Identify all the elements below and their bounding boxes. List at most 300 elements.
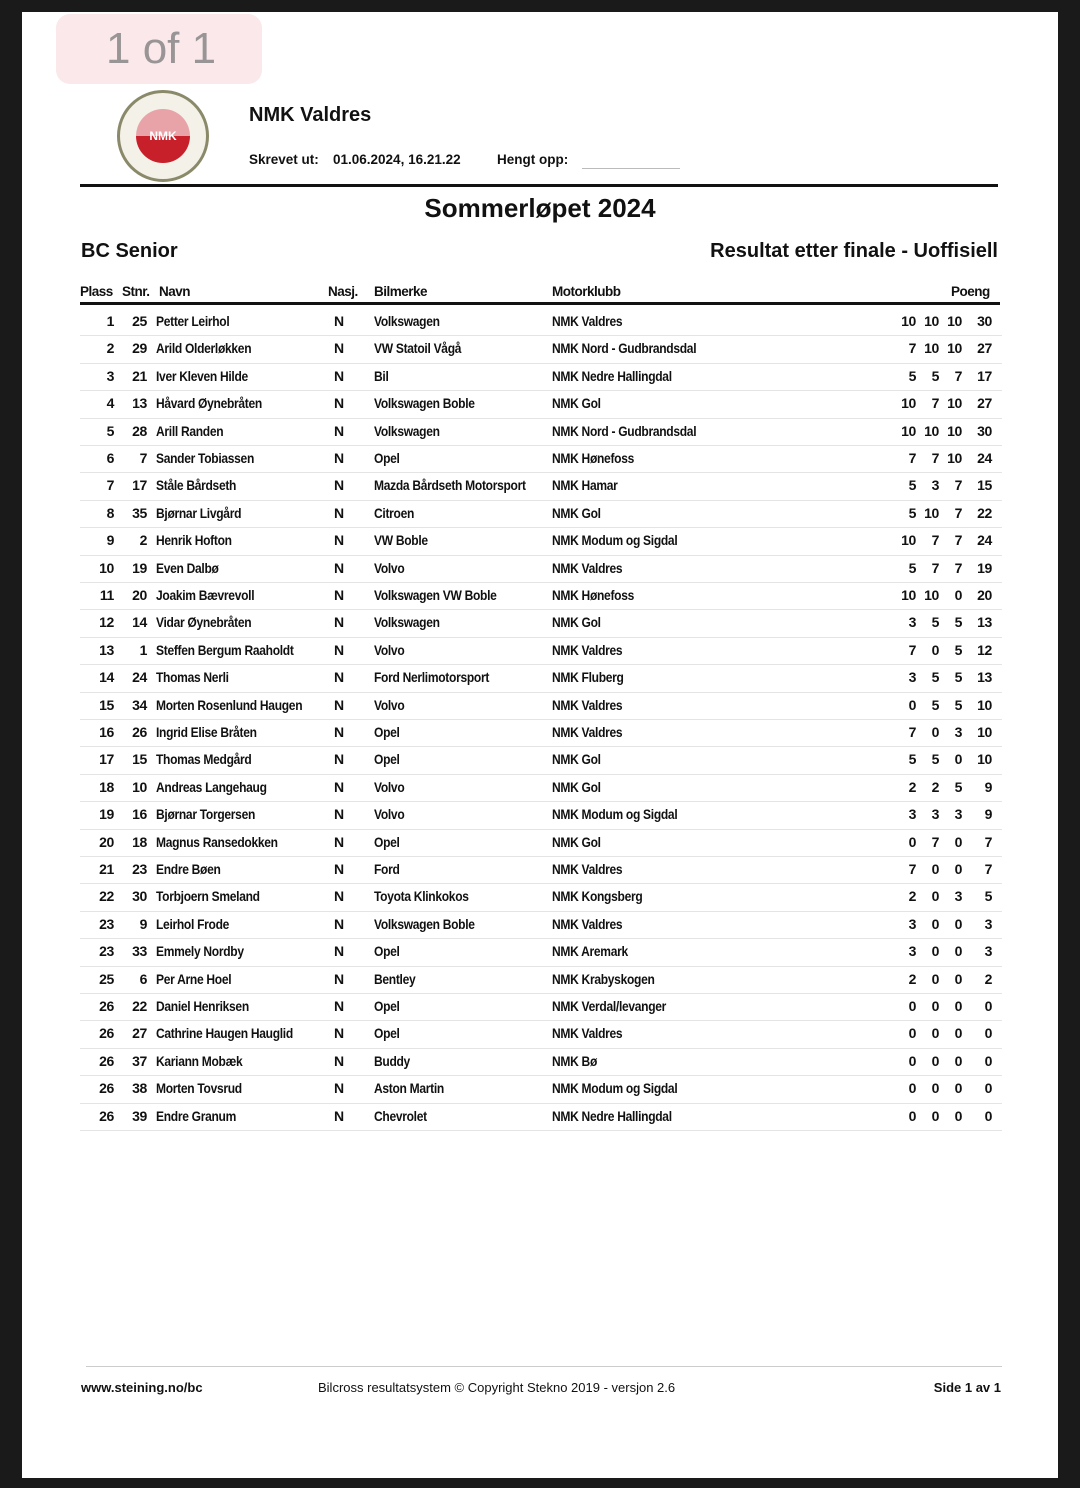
cell-navn: Iver Kleven Hilde [156, 367, 248, 384]
cell-heat-3: 5 [954, 669, 962, 686]
cell-motorklubb: NMK Valdres [552, 641, 623, 658]
table-row [80, 555, 1002, 583]
cell-heat-2: 7 [931, 532, 939, 549]
cell-bilmerke: Volkswagen [374, 313, 440, 329]
cell-motorklubb: NMK Nedre Hallingdal [552, 1107, 672, 1124]
cell-nasj: N [334, 614, 344, 631]
club-name: NMK Valdres [249, 104, 372, 126]
table-row [80, 1075, 1002, 1103]
cell-nasj: N [334, 367, 344, 384]
cell-plass: 2 [106, 340, 114, 357]
cell-heat-2: 0 [931, 998, 939, 1014]
cell-stnr: 20 [132, 587, 147, 603]
cell-bilmerke: Ford [374, 861, 400, 877]
nmk-logo [117, 90, 209, 182]
footer-page: Side 1 av 1 [933, 1380, 1001, 1395]
cell-stnr: 21 [132, 367, 147, 384]
cell-stnr: 27 [132, 1025, 147, 1042]
cell-plass: 26 [99, 1080, 114, 1097]
cell-motorklubb: NMK Modum og Sigdal [552, 532, 678, 549]
cell-stnr: 38 [132, 1080, 147, 1097]
cell-total-poeng: 10 [977, 724, 992, 740]
cell-bilmerke: Volkswagen VW Boble [374, 587, 497, 603]
cell-heat-3: 3 [954, 806, 962, 823]
table-row [80, 938, 1002, 966]
cell-bilmerke: Buddy [374, 1052, 410, 1069]
cell-nasj: N [334, 751, 344, 768]
cell-heat-1: 7 [908, 724, 916, 740]
cell-heat-1: 0 [908, 1052, 916, 1069]
cell-heat-3: 10 [947, 450, 962, 466]
cell-heat-1: 0 [908, 1025, 916, 1042]
cell-heat-3: 3 [954, 888, 962, 905]
cell-heat-3: 5 [954, 778, 962, 795]
cell-bilmerke: Aston Martin [374, 1080, 444, 1097]
cell-nasj: N [334, 724, 344, 740]
cell-heat-2: 5 [931, 669, 939, 686]
cell-bilmerke: Volkswagen [374, 422, 440, 439]
cell-heat-2: 0 [931, 1052, 939, 1069]
cell-heat-3: 0 [954, 587, 962, 603]
cell-plass: 10 [99, 559, 114, 576]
cell-heat-2: 7 [931, 395, 939, 412]
cell-heat-3: 7 [954, 532, 962, 549]
cell-stnr: 17 [132, 477, 147, 494]
cell-motorklubb: NMK Gol [552, 395, 601, 412]
cell-heat-2: 7 [931, 559, 939, 576]
cell-total-poeng: 10 [977, 751, 992, 768]
cell-plass: 5 [106, 422, 114, 439]
cell-navn: Håvard Øynebråten [156, 395, 262, 412]
cell-bilmerke: Toyota Klinkokos [374, 888, 469, 905]
cell-heat-1: 0 [908, 696, 916, 713]
cell-navn: Joakim Bævrevoll [156, 587, 255, 603]
cell-total-poeng: 0 [984, 1052, 992, 1069]
cell-navn: Ståle Bårdseth [156, 477, 237, 494]
cell-nasj: N [334, 559, 344, 576]
cell-heat-3: 0 [954, 1107, 962, 1124]
cell-navn: Per Arne Hoel [156, 970, 232, 987]
cell-plass: 8 [106, 504, 114, 521]
cell-plass: 1 [106, 313, 114, 329]
cell-plass: 11 [99, 587, 114, 603]
cell-motorklubb: NMK Bø [552, 1052, 598, 1069]
cell-heat-2: 0 [931, 943, 939, 960]
table-row [80, 527, 1002, 555]
cell-bilmerke: Bil [374, 367, 389, 384]
table-row [80, 308, 1002, 336]
cell-stnr: 30 [132, 888, 147, 905]
cell-heat-3: 10 [947, 340, 962, 357]
printed-label: Skrevet ut: [249, 152, 319, 167]
cell-heat-1: 3 [908, 915, 916, 932]
cell-total-poeng: 27 [977, 395, 992, 412]
cell-bilmerke: Chevrolet [374, 1107, 427, 1124]
cell-total-poeng: 2 [984, 970, 992, 987]
cell-stnr: 34 [132, 696, 147, 713]
cell-stnr: 13 [132, 395, 147, 412]
cell-motorklubb: NMK Gol [552, 751, 601, 768]
cell-motorklubb: NMK Aremark [552, 943, 628, 960]
cell-stnr: 18 [132, 833, 147, 850]
cell-nasj: N [334, 1080, 344, 1097]
table-row [80, 609, 1002, 637]
cell-bilmerke: Bentley [374, 970, 416, 987]
cell-stnr: 25 [132, 313, 147, 329]
cell-motorklubb: NMK Gol [552, 833, 601, 850]
cell-plass: 12 [99, 614, 114, 631]
page-indicator: 1 of 1 [56, 14, 262, 84]
cell-heat-1: 10 [901, 395, 916, 412]
cell-stnr: 14 [132, 614, 147, 631]
cell-motorklubb: NMK Valdres [552, 313, 623, 329]
cell-total-poeng: 12 [977, 641, 992, 658]
table-row [80, 664, 1002, 692]
cell-total-poeng: 27 [977, 340, 992, 357]
cell-navn: Daniel Henriksen [156, 998, 249, 1014]
posted-label: Hengt opp: [497, 152, 569, 167]
cell-bilmerke: Opel [374, 833, 400, 850]
cell-heat-2: 5 [931, 614, 939, 631]
result-status: Resultat etter finale - Uoffisiell [710, 240, 998, 262]
cell-stnr: 23 [132, 861, 147, 877]
cell-heat-1: 5 [908, 367, 916, 384]
cell-plass: 26 [99, 998, 114, 1014]
cell-motorklubb: NMK Modum og Sigdal [552, 806, 678, 823]
cell-total-poeng: 30 [977, 313, 992, 329]
cell-total-poeng: 24 [977, 532, 992, 549]
cell-navn: Endre Bøen [156, 861, 221, 877]
table-row [80, 856, 1002, 884]
cell-stnr: 37 [132, 1052, 147, 1069]
cell-heat-3: 7 [954, 367, 962, 384]
cell-stnr: 33 [132, 943, 147, 960]
col-bilmerke: Bilmerke [374, 284, 428, 299]
cell-plass: 22 [99, 888, 114, 905]
cell-motorklubb: NMK Hamar [552, 477, 618, 494]
results-document [22, 12, 1058, 1478]
cell-stnr: 22 [132, 998, 147, 1014]
table-row [80, 993, 1002, 1021]
cell-navn: Sander Tobiassen [156, 450, 255, 466]
cell-heat-1: 7 [908, 861, 916, 877]
cell-total-poeng: 3 [984, 943, 992, 960]
cell-navn: Cathrine Haugen Hauglid [156, 1025, 293, 1042]
cell-heat-1: 7 [908, 641, 916, 658]
cell-stnr: 6 [139, 970, 147, 987]
cell-bilmerke: Volvo [374, 696, 405, 713]
cell-nasj: N [334, 833, 344, 850]
cell-motorklubb: NMK Nord - Gudbrandsdal [552, 422, 697, 439]
cell-nasj: N [334, 778, 344, 795]
cell-stnr: 2 [139, 532, 147, 549]
col-nasj: Nasj. [328, 284, 358, 299]
col-motorklubb: Motorklubb [552, 284, 621, 299]
table-row [80, 692, 1002, 720]
cell-heat-1: 7 [908, 450, 916, 466]
cell-plass: 26 [99, 1052, 114, 1069]
cell-navn: Emmely Nordby [156, 943, 244, 960]
cell-total-poeng: 0 [984, 1025, 992, 1042]
cell-heat-1: 2 [908, 888, 916, 905]
cell-heat-2: 3 [931, 806, 939, 823]
cell-navn: Thomas Nerli [156, 669, 229, 686]
cell-motorklubb: NMK Valdres [552, 915, 623, 932]
cell-nasj: N [334, 313, 344, 329]
cell-nasj: N [334, 970, 344, 987]
cell-heat-3: 0 [954, 998, 962, 1014]
footer-divider [86, 1366, 1002, 1367]
cell-heat-1: 10 [901, 313, 916, 329]
table-row [80, 774, 1002, 802]
logo-text: NMK [149, 129, 177, 143]
cell-nasj: N [334, 861, 344, 877]
cell-total-poeng: 13 [977, 614, 992, 631]
table-row [80, 390, 1002, 418]
cell-heat-3: 0 [954, 751, 962, 768]
cell-heat-1: 2 [908, 778, 916, 795]
cell-heat-3: 10 [947, 422, 962, 439]
cell-navn: Endre Granum [156, 1107, 237, 1124]
cell-motorklubb: NMK Gol [552, 614, 601, 631]
cell-heat-3: 0 [954, 833, 962, 850]
cell-total-poeng: 9 [984, 806, 992, 823]
cell-total-poeng: 0 [984, 998, 992, 1014]
cell-heat-1: 10 [901, 532, 916, 549]
cell-motorklubb: NMK Hønefoss [552, 450, 635, 466]
cell-stnr: 39 [132, 1107, 147, 1124]
cell-heat-3: 7 [954, 504, 962, 521]
cell-total-poeng: 7 [984, 861, 992, 877]
cell-navn: Vidar Øynebråten [156, 614, 252, 631]
cell-nasj: N [334, 1052, 344, 1069]
cell-stnr: 9 [139, 915, 147, 932]
table-header-divider [80, 302, 1000, 305]
cell-heat-1: 7 [908, 340, 916, 357]
table-row [80, 911, 1002, 939]
cell-bilmerke: Volvo [374, 778, 405, 795]
cell-heat-2: 0 [931, 970, 939, 987]
cell-navn: Andreas Langehaug [156, 778, 267, 795]
cell-plass: 16 [99, 724, 114, 740]
cell-stnr: 26 [132, 724, 147, 740]
cell-heat-1: 5 [908, 559, 916, 576]
cell-heat-1: 5 [908, 751, 916, 768]
col-stnr: Stnr. [122, 284, 150, 299]
cell-heat-2: 5 [931, 751, 939, 768]
cell-total-poeng: 7 [984, 833, 992, 850]
cell-total-poeng: 0 [984, 1107, 992, 1124]
cell-bilmerke: Volvo [374, 806, 405, 823]
cell-stnr: 15 [132, 751, 147, 768]
cell-bilmerke: Opel [374, 998, 400, 1014]
cell-motorklubb: NMK Gol [552, 504, 601, 521]
table-row [80, 582, 1002, 610]
cell-bilmerke: Citroen [374, 504, 415, 521]
cell-bilmerke: Volkswagen Boble [374, 395, 475, 412]
cell-navn: Ingrid Elise Bråten [156, 724, 257, 740]
cell-stnr: 19 [132, 559, 147, 576]
cell-navn: Arild Olderløkken [156, 340, 252, 357]
table-row [80, 966, 1002, 994]
cell-heat-1: 5 [908, 477, 916, 494]
col-poeng: Poeng [951, 284, 990, 299]
cell-motorklubb: NMK Fluberg [552, 669, 624, 686]
cell-heat-2: 0 [931, 915, 939, 932]
cell-total-poeng: 30 [977, 422, 992, 439]
cell-navn: Kariann Mobæk [156, 1052, 243, 1069]
table-row [80, 801, 1002, 829]
cell-heat-1: 0 [908, 998, 916, 1014]
cell-bilmerke: VW Statoil Vågå [374, 340, 462, 357]
cell-total-poeng: 20 [977, 587, 992, 603]
cell-heat-2: 7 [931, 833, 939, 850]
cell-navn: Even Dalbø [156, 559, 219, 576]
cell-nasj: N [334, 888, 344, 905]
cell-motorklubb: NMK Modum og Sigdal [552, 1080, 678, 1097]
cell-bilmerke: Opel [374, 1025, 400, 1042]
cell-plass: 15 [99, 696, 114, 713]
printed-value: 01.06.2024, 16.21.22 [333, 152, 461, 167]
cell-plass: 19 [99, 806, 114, 823]
header-divider [80, 184, 998, 187]
cell-plass: 26 [99, 1107, 114, 1124]
cell-heat-2: 10 [924, 313, 939, 329]
cell-stnr: 10 [132, 778, 147, 795]
cell-heat-1: 0 [908, 1080, 916, 1097]
table-row [80, 637, 1002, 665]
cell-motorklubb: NMK Nedre Hallingdal [552, 367, 672, 384]
cell-heat-1: 10 [901, 422, 916, 439]
cell-nasj: N [334, 587, 344, 603]
cell-motorklubb: NMK Gol [552, 778, 601, 795]
cell-motorklubb: NMK Valdres [552, 724, 623, 740]
cell-heat-3: 10 [947, 313, 962, 329]
cell-total-poeng: 9 [984, 778, 992, 795]
table-row [80, 472, 1002, 500]
cell-total-poeng: 17 [977, 367, 992, 384]
footer-copyright: Bilcross resultatsystem © Copyright Stekno 2019 - versjon 2.6 [318, 1380, 676, 1395]
cell-motorklubb: NMK Valdres [552, 559, 623, 576]
cell-stnr: 24 [132, 669, 147, 686]
cell-nasj: N [334, 669, 344, 686]
cell-bilmerke: Opel [374, 943, 400, 960]
cell-heat-3: 0 [954, 861, 962, 877]
cell-nasj: N [334, 806, 344, 823]
cell-bilmerke: VW Boble [374, 532, 428, 549]
cell-heat-2: 10 [924, 422, 939, 439]
cell-total-poeng: 13 [977, 669, 992, 686]
cell-heat-3: 5 [954, 641, 962, 658]
cell-stnr: 35 [132, 504, 147, 521]
cell-navn: Magnus Ransedokken [156, 833, 278, 850]
footer-website: www.steining.no/bc [81, 1380, 203, 1395]
table-row [80, 418, 1002, 446]
cell-heat-1: 2 [908, 970, 916, 987]
cell-plass: 4 [106, 395, 114, 412]
cell-total-poeng: 3 [984, 915, 992, 932]
col-navn: Navn [159, 284, 191, 299]
cell-motorklubb: NMK Valdres [552, 696, 623, 713]
cell-heat-3: 5 [954, 696, 962, 713]
cell-nasj: N [334, 998, 344, 1014]
cell-heat-3: 10 [947, 395, 962, 412]
cell-plass: 20 [99, 833, 114, 850]
cell-heat-2: 0 [931, 861, 939, 877]
cell-navn: Henrik Hofton [156, 532, 232, 549]
cell-heat-3: 5 [954, 614, 962, 631]
cell-nasj: N [334, 477, 344, 494]
cell-nasj: N [334, 532, 344, 549]
cell-plass: 6 [106, 450, 114, 466]
cell-motorklubb: NMK Valdres [552, 1025, 623, 1042]
cell-navn: Leirhol Frode [156, 915, 230, 932]
cell-stnr: 7 [139, 450, 147, 466]
cell-stnr: 28 [132, 422, 147, 439]
cell-total-poeng: 0 [984, 1080, 992, 1097]
cell-bilmerke: Volvo [374, 559, 405, 576]
cell-heat-3: 7 [954, 477, 962, 494]
cell-heat-2: 0 [931, 888, 939, 905]
table-row [80, 363, 1002, 391]
cell-nasj: N [334, 450, 344, 466]
cell-motorklubb: NMK Krabyskogen [552, 970, 655, 987]
cell-navn: Steffen Bergum Raaholdt [156, 641, 294, 658]
cell-plass: 13 [99, 641, 114, 658]
cell-nasj: N [334, 641, 344, 658]
cell-bilmerke: Volkswagen [374, 614, 440, 631]
cell-navn: Torbjoern Smeland [156, 888, 260, 905]
cell-plass: 23 [99, 915, 114, 932]
cell-nasj: N [334, 943, 344, 960]
cell-heat-2: 5 [931, 696, 939, 713]
cell-heat-1: 0 [908, 1107, 916, 1124]
cell-stnr: 1 [139, 641, 147, 658]
cell-heat-1: 3 [908, 943, 916, 960]
cell-plass: 7 [106, 477, 114, 494]
cell-motorklubb: NMK Valdres [552, 861, 623, 877]
cell-total-poeng: 22 [977, 504, 992, 521]
class-name: BC Senior [81, 240, 178, 262]
cell-heat-3: 0 [954, 1025, 962, 1042]
cell-heat-1: 3 [908, 614, 916, 631]
table-row [80, 1103, 1002, 1131]
cell-heat-3: 0 [954, 915, 962, 932]
cell-heat-1: 0 [908, 833, 916, 850]
cell-plass: 17 [99, 751, 114, 768]
cell-stnr: 29 [132, 340, 147, 357]
cell-heat-2: 10 [924, 587, 939, 603]
table-row [80, 829, 1002, 857]
cell-heat-2: 3 [931, 477, 939, 494]
table-row [80, 1048, 1002, 1076]
cell-nasj: N [334, 696, 344, 713]
cell-heat-2: 2 [931, 778, 939, 795]
table-row [80, 883, 1002, 911]
posted-blank-line [582, 168, 680, 169]
cell-navn: Bjørnar Livgård [156, 504, 242, 521]
table-row [80, 1020, 1002, 1048]
cell-bilmerke: Opel [374, 450, 400, 466]
cell-stnr: 16 [132, 806, 147, 823]
cell-plass: 18 [99, 778, 114, 795]
cell-plass: 25 [99, 970, 114, 987]
cell-heat-2: 5 [931, 367, 939, 384]
cell-navn: Arill Randen [156, 422, 224, 439]
cell-heat-3: 0 [954, 943, 962, 960]
cell-nasj: N [334, 504, 344, 521]
table-row [80, 445, 1002, 473]
